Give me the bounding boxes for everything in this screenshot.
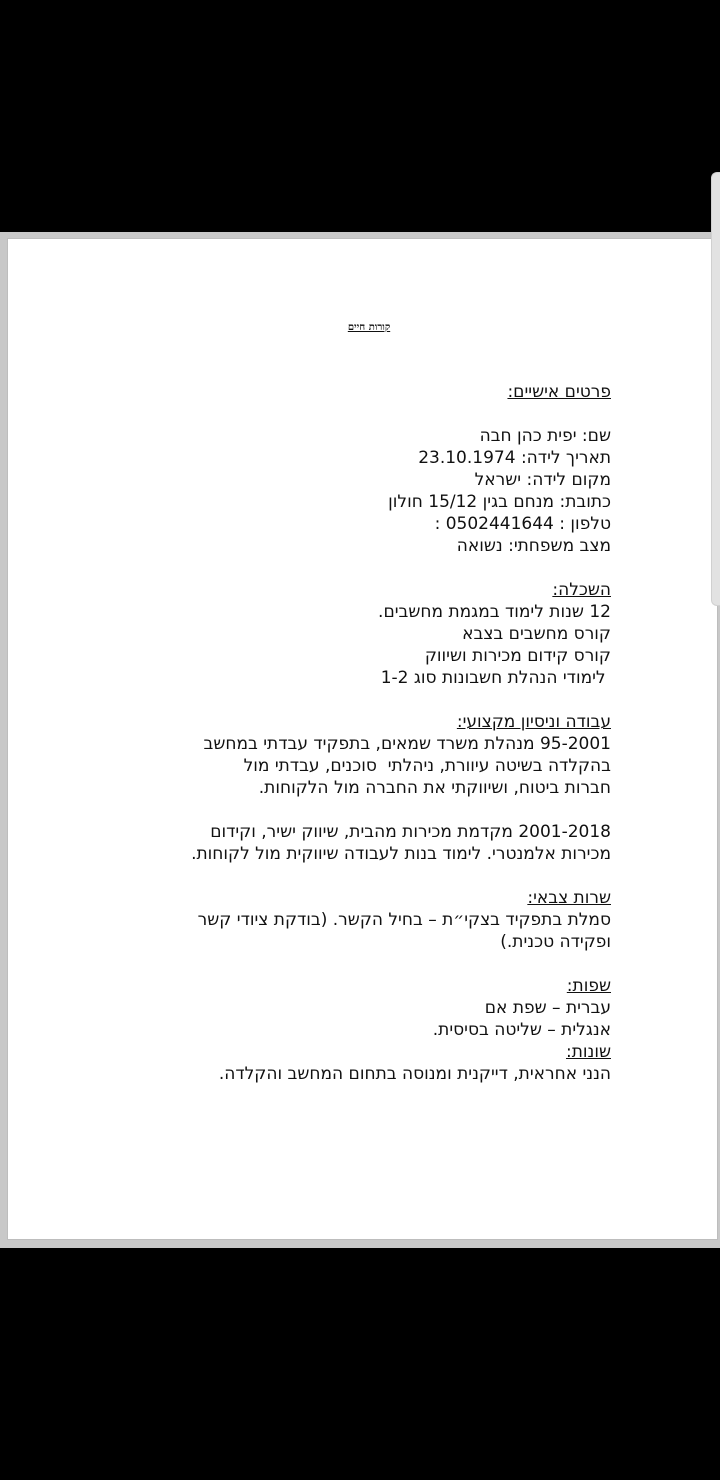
experience-line: מכירות אלמנטרי. לימוד בנות לעבודה שיווקית מול לקוחות. [191, 844, 611, 864]
military-line: סמלת בתפקיד בצקי״ת – בחיל הקשר. (בודקת ציודי קשר [197, 910, 611, 930]
experience-heading: עבודה וניסיון מקצועי: [456, 712, 611, 732]
education-line: לימודי הנהלת חשבונות סוג 1-2 [380, 668, 611, 688]
document-page [7, 238, 718, 1240]
languages-heading: שפות: [566, 976, 611, 996]
document-viewer[interactable] [0, 232, 720, 1248]
experience-line: בהקלדה בשיטה עיוורת, ניהלתי סוכנים, עבדתי מול [243, 756, 611, 776]
personal-line-phone: טלפון : 0502441644 : [434, 514, 611, 534]
document-content [91, 381, 611, 1085]
misc-heading: שונות: [565, 1042, 611, 1062]
experience-line: 95-2001 מנהלת משרד שמאים, בתפקיד עבדתי במחשב [203, 734, 611, 754]
education-line: 12 שנות לימוד במגמת מחשבים. [378, 602, 611, 622]
personal-line-birthdate: תאריך לידה: 23.10.1974 [418, 448, 611, 468]
personal-line-birthplace: מקום לידה: ישראל [474, 470, 611, 490]
personal-line-address: כתובת: מנחם בגין 15/12 חולון [388, 492, 611, 512]
misc-line: הנני אחראית, דייקנית ומנוסה בתחום המחשב והקלדה. [218, 1064, 611, 1084]
education-heading: השכלה: [552, 580, 611, 600]
experience-line: חברות ביטוח, ושיווקתי את החברה מול הלקוחות. [258, 778, 611, 798]
personal-heading: פרטים אישיים: [507, 382, 611, 402]
document-title: קורות חיים [347, 322, 391, 333]
experience-line: 2001-2018 מקדמת מכירות מהבית, שיווק ישיר, וקידום [210, 822, 611, 842]
education-line: קורס קידום מכירות ושיווק [424, 646, 611, 666]
personal-line-marital: מצב משפחתי: נשואה [456, 536, 611, 556]
education-line: קורס מחשבים בצבא [462, 624, 611, 644]
military-line: ופקידה טכנית.) [500, 932, 611, 952]
side-panel-handle[interactable] [711, 172, 720, 606]
languages-line: אנגלית – שליטה בסיסית. [432, 1020, 611, 1040]
languages-line: עברית – שפת אם [484, 998, 611, 1018]
personal-line-name: שם: יפית כהן חבה [479, 426, 611, 446]
military-heading: שרות צבאי: [527, 888, 611, 908]
